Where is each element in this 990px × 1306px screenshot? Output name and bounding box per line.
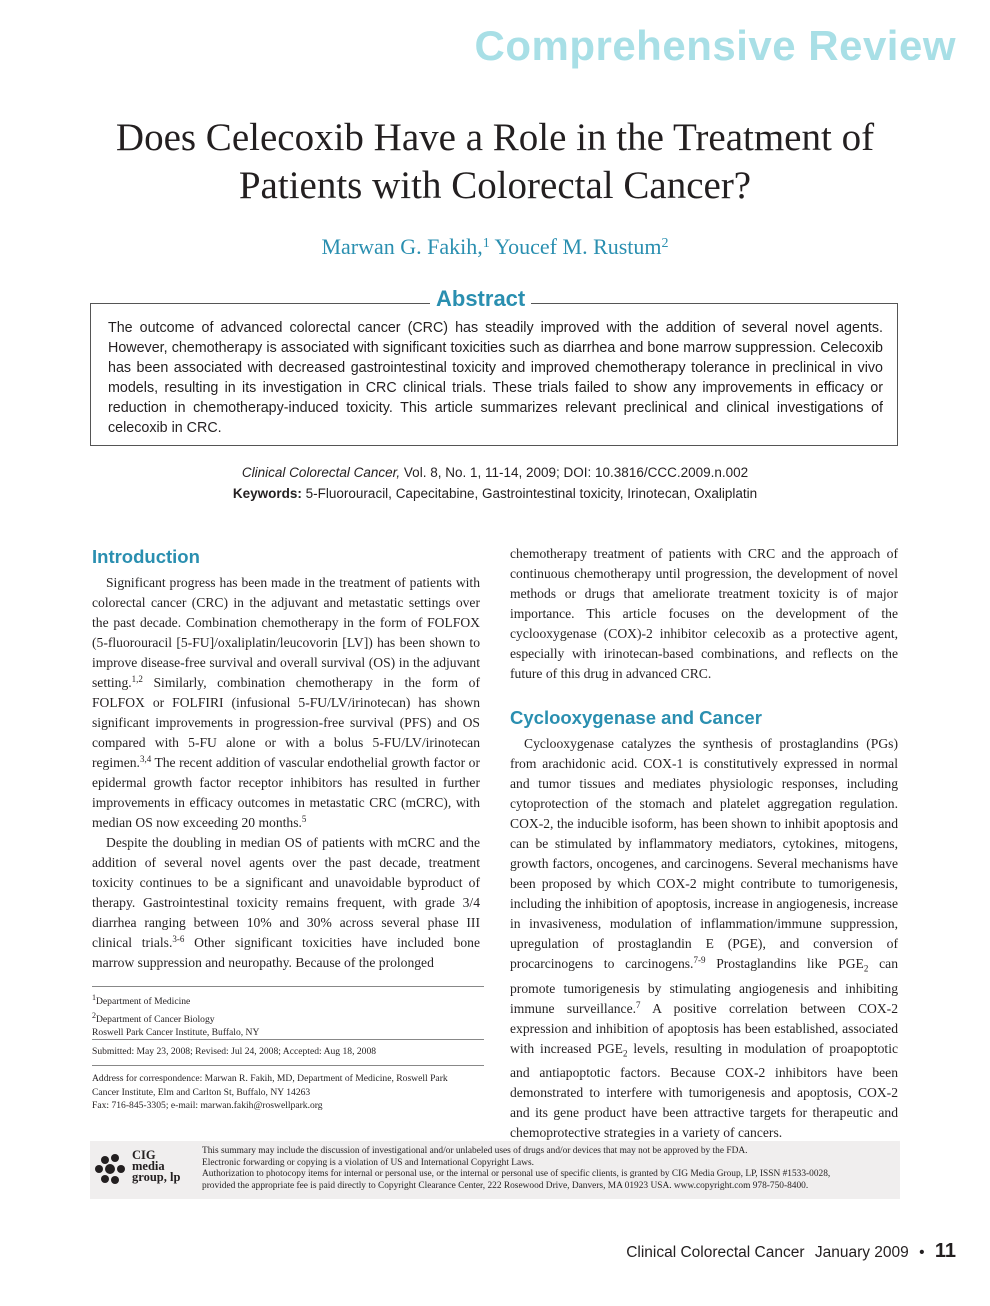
abstract-heading: Abstract [430, 286, 531, 312]
intro-paragraph-3: chemotherapy treatment of patients with CRC and the approach of continuous chemotherapy until progression, the development of novel methods or drugs that ameliorate treatment toxicity is of major importance. This article focuses on the development of the cyclooxygenase (COX)-2 inhibitor celecoxib as a protective agent, especially with irinotecan-based combinations, and reflects on the future of this drug in advanced CRC. [510, 546, 898, 681]
citation-block [0, 462, 990, 504]
correspondence-address: Address for correspondence: Marwan R. Fakih, MD, Department of Medicine, Roswell Park Cancer Institute, Elm and Carlton St, Buffalo, NY 14263 Fax: 716-845-3305; e-mail: marwan.fakih@roswellpark.org [92, 1073, 448, 1111]
page-number: 11 [934, 1240, 956, 1262]
author-1: Marwan G. Fakih, [321, 234, 483, 259]
authors [0, 234, 990, 260]
right-column [510, 544, 898, 1143]
article-title [60, 114, 930, 210]
introduction-heading: Introduction [92, 546, 200, 567]
keywords-label: Keywords: [232, 486, 302, 501]
abstract-text: The outcome of advanced colorectal cancer (CRC) has steadily improved with the addition of several novel agents. However, chemotherapy is associated with significant toxicities such as diarrhea and bone marrow suppression. Celecoxib has been associated with decreased gastrointestinal toxicity and improved chemotherapy tolerance in preclinical in vivo models, resulting in its investigation in CRC clinical trials. These trials failed to show any improvements in efficacy or reduction in chemotherapy-induced toxicity. This article summarizes relevant preclinical and clinical investigations of celecoxib in CRC. [108, 320, 883, 436]
citation-line [0, 462, 990, 483]
citation-details: Vol. 8, No. 1, 11-14, 2009; DOI: 10.3816/CCC.2009.n.002 [400, 465, 749, 480]
legal-notice-text: This summary may include the discussion of investigational and/or unlabeled uses of drugs and/or devices that may not be approved by the FDA. Electronic forwarding or copying is a violation of US and International Copyright Laws. Authorization to photocopy items for internal or personal use, or the internal or personal use of specific clients, is granted by CIG Media Group, LP, ISSN #1533-0028, provided the appropriate fee is paid directly to Copyright Clearance Center, 222 Rosewood Drive, Danvers, MA 01923 USA. www.copyright.com 978-750-8400. [202, 1146, 831, 1191]
keywords: 5-Fluorouracil, Capecitabine, Gastrointestinal toxicity, Irinotecan, Oxaliplatin [301, 486, 758, 501]
cox-heading: Cyclooxygenase and Cancer [510, 707, 762, 728]
author-1-affiliation: 1 [482, 236, 490, 251]
left-column [92, 545, 480, 973]
affiliations: $^1$Department of Medicine $^2$Department of Cancer Biology Roswell Park Cancer Institute, Buffalo, NY [92, 993, 260, 1039]
footnote-rule-2 [92, 1039, 484, 1040]
cox-paragraph-1: Cyclooxygenase catalyzes the synthesis of prostaglandins (PGs) from arachidonic acid. COX-1 is constitutively expressed in normal and tumor tissues and mediates physiologic responses, including cytoprotection of the stomach and platelet aggregation regulation. COX-2, the inducible isoform, has been shown to inhibit apoptosis and can be stimulated by inflammatory mediators, cytokines, mitogens, growth factors, oncogenes, and carcinogens. Several mechanisms have been proposed by which COX-2 might contribute to tumorigenesis, including the inhibition of apoptosis, increase in angiogenesis, increase in invasiveness, modulation of inflammation/immune suppression, upregulation of prostaglandin E (PGE), and conversion of procarcinogens to carcinogens.$^{7-9}$ Prostaglandins like $PGE_2$ can promote tumorigenesis by stimulating angiogenesis and inhibiting immune surveillance.$^7$ A positive correlation between COX-2 expression and inhibition of apoptosis has been established, associated with increased $PGE_2$ levels, resulting in modulation of proapoptotic and antiapoptotic factors. Because COX-2 inhibitors have been demonstrated to interfere with tumorigenesis and apoptosis, COX-2 and its gene product have been attractive targets for therapeutic and chemoprotective strategies in a variety of cancers. [510, 736, 898, 1141]
title-line-1: Does Celecoxib Have a Role in the Treatment of [115, 116, 875, 159]
footer-journal: Clinical Colorectal Cancer [626, 1244, 805, 1261]
journal-name: Clinical Colorectal Cancer, [241, 465, 401, 480]
title-line-2: Patients with Colorectal Cancer? [238, 164, 752, 207]
page-footer [626, 1240, 956, 1263]
submission-dates: Submitted: May 23, 2008; Revised: Jul 24, 2008; Accepted: Aug 18, 2008 [92, 1046, 377, 1057]
intro-paragraph-1: Significant progress has been made in the treatment of patients with colorectal cancer (CRC) in the adjuvant and metastatic settings over the past decade. Combination chemotherapy in the form of FOLFOX (5-fluorouracil [5-FU]/oxaliplatin/leucovorin [LV]) has been shown to improve disease-free survival and overall survival (OS) in the adjuvant setting.$^{1,2}$ Similarly, combination chemotherapy in the form of FOLFOX or FOLFIRI (infusional 5-FU/LV/irinotecan) has shown significant improvements in progression-free survival (PFS) and OS compared with 5-FU alone or with a bolus 5-FU/LV/irinotecan regimen.$^{3,4}$ The recent addition of vascular endothelial growth factor or epidermal growth factor receptor inhibitors has resulted in further improvements in efficacy outcomes in metastatic CRC (mCRC), with median OS now exceeding 20 months.$^5$ [92, 575, 480, 830]
author-2-affiliation: 2 [661, 236, 669, 251]
footer-bullet: • [919, 1244, 925, 1261]
intro-paragraph-2: Despite the doubling in median OS of patients with mCRC and the addition of several novel agents over the past decade, treatment toxicity continues to be a significant and unavoidable byproduct of therapy. Gastrointestinal toxicity remains frequent, with grade 3/4 diarrhea ranging between 10% and 30% across several phase III clinical trials.$^{3-6}$ Other significant toxicities have included bone marrow suppression and neuropathy. Because of the prolonged [92, 835, 481, 970]
footnote-rule-3 [92, 1065, 484, 1066]
author-2: Youcef M. Rustum [494, 234, 662, 259]
section-banner: Comprehensive Review [474, 22, 956, 69]
footer-date: January 2009 [814, 1244, 909, 1261]
cig-media-logo-text: CIG media group, lp [132, 1148, 181, 1184]
footnote-rule-1 [92, 986, 484, 987]
keywords-line [0, 483, 990, 504]
